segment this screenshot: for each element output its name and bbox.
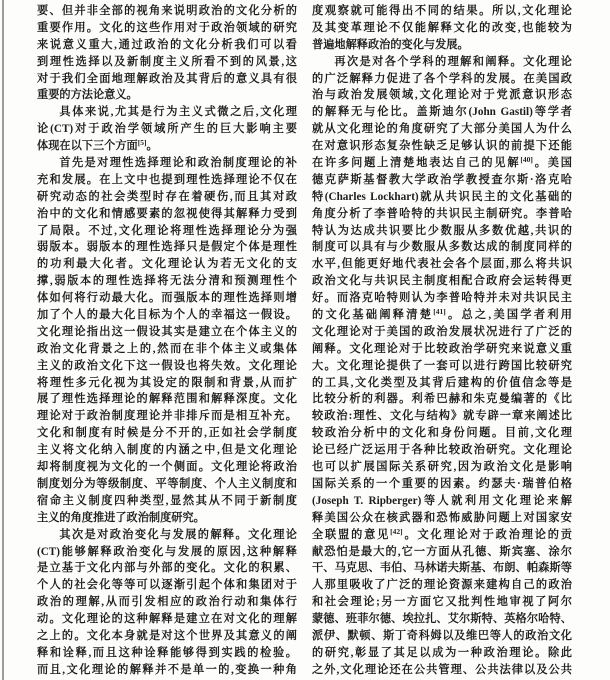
text-line: 其次是对政治变化与发展的解释。文化理论 — [59, 528, 297, 541]
text-line: 再次是对各个学科的理解和阐释。文化理论 — [334, 55, 572, 68]
text-line: 体现在以下三个方面[5]。 — [37, 138, 158, 153]
text-column-left — [37, 3, 297, 679]
text-line: 充和发展。在上文中也提到理性选择理论不仅在 — [37, 173, 297, 186]
text-line: 的研究,彰显了其足以成为一种政治理论。除此 — [312, 646, 572, 659]
text-line: 展了理性选择理论的解释范围和解释深度。文化 — [37, 393, 297, 406]
text-line: 加了个人的最大化目标为个人的幸福这一假设。 — [37, 309, 297, 322]
text-line: 动。文化理论的这种解释是建立在对文化的理解 — [37, 613, 297, 626]
citation-superscript: [41] — [433, 307, 446, 317]
text-line: 阐释。文化理论对于比较政治学研究来说意义重 — [312, 342, 572, 355]
text-line: 文化理论指出这一假设其实是建立在个体主义的 — [37, 325, 297, 338]
text-line: 的解释无与伦比。盖斯迪尔(John Gastil)等学者 — [312, 106, 572, 119]
text-line: 派伊、默顿、斯丁奇科姆以及维巴等人的政治文化 — [312, 629, 572, 642]
text-line: 的文化基础阐释清楚[41]。总之,美国学者利用 — [312, 307, 572, 322]
text-line: 到理性选择以及新制度主义所看不到的风景,这 — [37, 55, 297, 68]
text-line: 较政治:理性、文化与结构》就专辟一章来阐述比 — [312, 410, 572, 423]
text-line: 文化和制度有时候是分不开的,正如社会学制度 — [37, 427, 297, 440]
text-line: 德克萨斯基督教大学政治学教授查尔斯·洛克哈 — [312, 173, 572, 186]
text-line: 度观察就可能得出不同的结果。所以,文化理论 — [312, 5, 572, 17]
text-line: 制度划分为等级制度、平等制度、个人主义制度和 — [37, 477, 297, 490]
text-line: 主义将文化纳入制度的内涵之中,但是文化理论 — [37, 444, 297, 457]
text-line: 文化理论对于美国的政治发展状况进行了广泛的 — [312, 325, 572, 338]
text-line: (Joseph T. Ripberger)等人就利用文化理论来解 — [312, 494, 572, 507]
text-line: 却将制度视为文化的一个侧面。文化理论将政治 — [37, 461, 297, 474]
text-line: 论(CT)对于政治学领域所产生的巨大影响主要 — [37, 123, 297, 136]
text-line: 宿命主义制度四种类型,显然其从不同于新制度 — [37, 494, 297, 507]
text-line: 政治的理解,从而引发相应的政治行动和集体行 — [37, 596, 297, 609]
text-line: 制度可以具有与少数服从多数达成的制度同样的 — [312, 241, 572, 254]
text-line: (CT)能够解释政治变化与发展的原因,这种解释 — [37, 545, 297, 558]
text-line: 大。文化理论提供了一套可以进行跨国比较研究 — [312, 359, 572, 372]
scan-edge-line — [2, 0, 4, 680]
text-line: 要、但并非全部的视角来说明政治的文化分析的 — [37, 5, 297, 17]
text-line: 研究动态的社会类型时存在着硬伤,而且其对政 — [37, 190, 297, 203]
citation-superscript: [5] — [137, 138, 147, 148]
text-column-right — [312, 3, 572, 679]
text-line: 具体来说,尤其是行为主义式微之后,文化理 — [59, 106, 297, 119]
text-line: 之上的。文化本身就是对这个世界及其意义的阐 — [37, 629, 297, 642]
text-line: 主义的政治文化下这一假设也将失效。文化理论 — [37, 359, 297, 372]
text-line: 弱版本。弱版本的理性选择只是假定个体是理性 — [37, 241, 297, 254]
text-line: 在许多问题上清楚地表达自己的见解[40]。美国 — [312, 155, 572, 170]
text-line: 释美国公众在核武器和恐怖威胁问题上对国家安 — [312, 511, 572, 524]
text-line: 政治文化背景之上的,然而在非个体主义或集体 — [37, 342, 297, 355]
text-line: 的广泛解释力促进了各个学科的发展。在美国政 — [312, 72, 572, 85]
text-line: 了局限。不过,文化理论将理性选择理论分为强 — [37, 224, 297, 237]
text-line: 对于我们全面地理解政治及其背后的意义具有很 — [37, 72, 297, 85]
text-line: 较政治分析中的文化和身份问题。目前,文化理 — [312, 427, 572, 440]
text-line: 和社会理论;另一方面它又批判性地审视了阿尔 — [312, 596, 572, 609]
text-line: 之外,文化理论还在公共管理、公共法律以及公共 — [312, 663, 572, 676]
text-line: 来说意义重大,通过政治的文化分析我们可以看 — [37, 38, 297, 51]
text-line: 重要的方法论意义。 — [37, 89, 138, 102]
text-line: 比较分析的利器。利希巴赫和朱克曼编著的《比 — [312, 393, 572, 406]
text-line: 的工具,文化类型及其背后建构的价值信念等是 — [312, 376, 572, 389]
citation-superscript: [42] — [390, 526, 403, 536]
text-line: 主义的角度推进了政治制度研究。 — [37, 511, 205, 524]
text-line: 首先是对理性选择理论和政治制度理论的补 — [59, 157, 297, 170]
text-line: 国际关系的一个重要的因素。约瑟夫·瑞普伯格 — [312, 477, 572, 490]
text-line: 特认为达成共识要比少数服从多数优越,共识的 — [312, 224, 572, 237]
text-line: 及其变革理论不仅能解释文化的改变,也能较为 — [312, 21, 572, 34]
text-line: 好。而洛克哈特则认为李普哈特并未对共识民主 — [312, 292, 572, 305]
text-line: 个人的社会化等等可以逐渐引起个体和集团对于 — [37, 579, 297, 592]
text-line: 将理性多元化视为其设定的限制和背景,从而扩 — [37, 376, 297, 389]
text-line: 特(Charles Lockhart)就从共识民主的文化基础的 — [312, 190, 572, 203]
text-line: 在对意识形态复杂性缺乏足够认识的前提下还能 — [312, 140, 572, 153]
text-line: 理论对于政治制度理论并非排斥而是相互补充。 — [37, 410, 297, 423]
text-line: 水平,但能更好地代表社会各个层面,那么将共识 — [312, 258, 572, 271]
text-line: 就从文化理论的角度研究了大部分美国人为什么 — [312, 123, 572, 136]
text-line: 重要作用。文化的这些作用对于政治领域的研究 — [37, 21, 297, 34]
text-line: 蒙德、班菲尔德、埃拉扎、艾尔斯特、英格尔哈特、 — [312, 613, 572, 626]
text-line: 治中的文化和情感要素的忽视使得其解释力受到 — [37, 207, 297, 220]
text-line: 治与政治发展领域,文化理论对于党派意识形态 — [312, 89, 572, 102]
text-line: 体如何将行动最大化。而强版本的理性选择则增 — [37, 292, 297, 305]
text-line: 也可以扩展国际关系研究,因为政治文化是影响 — [312, 461, 572, 474]
text-line: 普遍地解释政治的变化与发展。 — [312, 38, 469, 51]
text-line: 政治文化与共识民主制度相配合政府会运转得更 — [312, 275, 572, 288]
text-line: 论已经广泛运用于各种比较政治研究。文化理论 — [312, 444, 572, 457]
text-line: 献恐怕是最大的,它一方面从孔德、斯宾塞、涂尔 — [312, 545, 572, 558]
text-line: 角度分析了李普哈特的共识民主制研究。李普哈 — [312, 207, 572, 220]
text-line: 人那里吸收了广泛的理论资源来建构自己的政治 — [312, 579, 572, 592]
text-line: 而且,文化理论的解释并不是单一的,变换一种角 — [37, 663, 297, 676]
text-line: 撑,弱版本的理性选择将无法分清和预测理性个 — [37, 275, 297, 288]
text-line: 干、马克思、韦伯、马林诺夫斯基、布朗、帕森斯等 — [312, 562, 572, 575]
text-line: 的功利最大化者。文化理论认为若无文化的支 — [37, 258, 297, 271]
text-line: 是立基于文化内部与外部的变化。文化的积累、 — [37, 562, 297, 575]
text-line: 全联盟的意见[42]。文化理论对于政治理论的贡 — [312, 526, 572, 541]
citation-superscript: [40] — [520, 155, 533, 165]
text-line: 释和诠释,而且这种诠释能够得到实践的检验。 — [37, 646, 297, 659]
